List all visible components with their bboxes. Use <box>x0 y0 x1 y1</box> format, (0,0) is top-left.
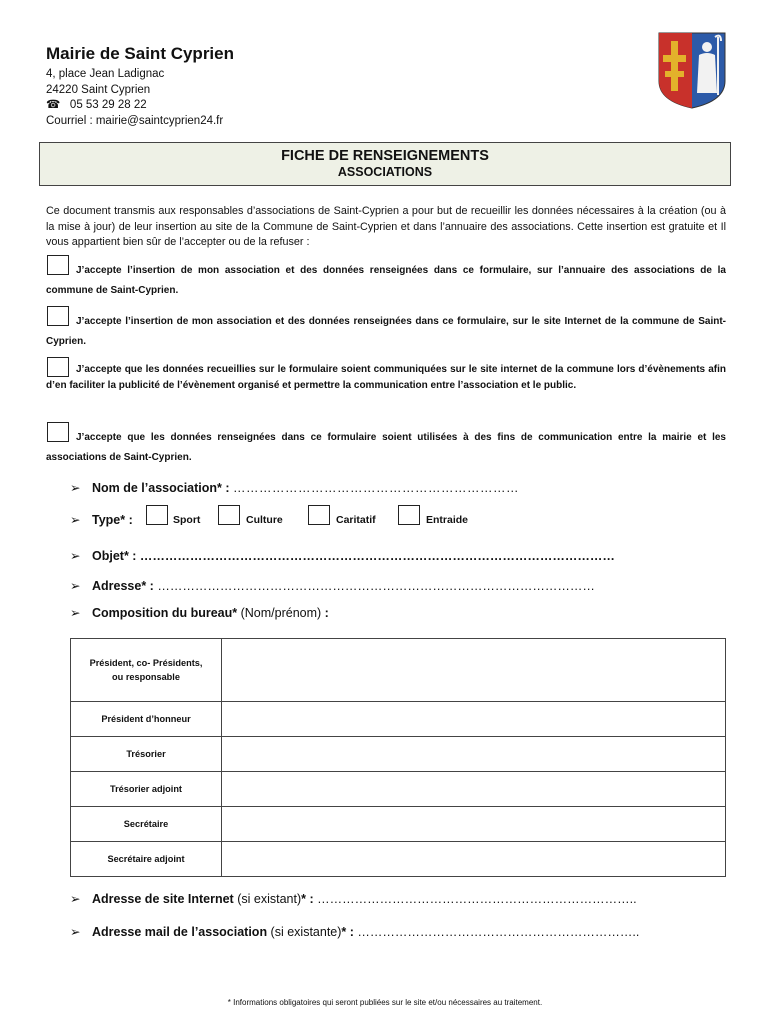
field-adresse[interactable] <box>70 578 595 593</box>
email-suffix: * : <box>341 925 358 939</box>
form-title-box <box>39 142 731 186</box>
org-name: Mairie de Saint Cyprien <box>46 44 234 63</box>
bureau-role-cell: Trésorier <box>71 737 222 772</box>
form-title: FICHE DE RENSEIGNEMENTS <box>281 148 489 164</box>
table-row <box>71 702 726 737</box>
bureau-label: Composition du bureau* <box>92 606 241 620</box>
bureau-value-cell[interactable] <box>222 807 726 842</box>
field-objet[interactable] <box>70 548 615 563</box>
website-suffix: * : <box>301 892 318 906</box>
table-row <box>71 737 726 772</box>
email-hint: (si existante) <box>270 925 342 939</box>
bureau-value-cell[interactable] <box>222 772 726 807</box>
footnote: * Informations obligatoires qui seront publiées sur le site et/ou nécessaires au traitement. <box>227 998 543 1007</box>
phone-number: 05 53 29 28 22 <box>69 99 147 111</box>
bureau-role-cell: Trésorier adjoint <box>71 772 222 807</box>
bureau-value-cell[interactable] <box>222 639 726 702</box>
address-line-1: 4, place Jean Ladignac <box>46 68 165 80</box>
bureau-colon: : <box>321 606 329 620</box>
bureau-value-cell[interactable] <box>222 842 726 877</box>
bureau-table <box>70 638 726 877</box>
bureau-role-cell: Secrétaire <box>71 807 222 842</box>
arrow-bullet-icon: ➢ <box>70 513 81 527</box>
website-input-line[interactable]: ………………………………………………………………….. <box>317 892 637 906</box>
address-line-2: 24220 Saint Cyprien <box>46 84 151 96</box>
coat-of-arms-logo <box>657 31 727 109</box>
type-checkbox-sport[interactable] <box>146 505 168 525</box>
arrow-bullet-icon: ➢ <box>70 579 81 593</box>
association-name-label: Nom de l’association* : <box>92 481 234 495</box>
objet-label: Objet* : <box>92 549 140 563</box>
type-checkbox-entraide[interactable] <box>398 505 420 525</box>
bureau-value-cell[interactable] <box>222 737 726 772</box>
website-label: Adresse de site Internet <box>92 892 238 906</box>
consent-text-1: J’accepte l’insertion de mon association et des données renseignées dans ce formulaire, sur l’annuaire des associations de la commune de Saint-Cyprien. <box>46 265 726 296</box>
type-option-entraide: Entraide <box>426 514 469 526</box>
field-type <box>70 512 133 527</box>
email-line: Courriel : mairie@saintcyprien24.fr <box>46 115 224 127</box>
adresse-input-line[interactable]: …………………………………………………………………………………………… <box>157 579 595 593</box>
website-hint: (si existant) <box>237 892 302 906</box>
consent-text-4: J’accepte que les données renseignées dans ce formulaire soient utilisées à des fins de communication entre la mairie et les associations de Saint-Cyprien. <box>46 432 726 463</box>
email-input-line[interactable]: ………………………………………………………….. <box>357 925 640 939</box>
field-association-name[interactable] <box>70 480 519 495</box>
email-label: Adresse mail de l’association <box>92 925 271 939</box>
bureau-role-cell: Président d’honneur <box>71 702 222 737</box>
adresse-label: Adresse* : <box>92 579 158 593</box>
phone-line <box>46 97 147 113</box>
objet-input-line[interactable]: …………………………………………………………………………………………………… <box>139 549 615 563</box>
table-row <box>71 772 726 807</box>
arrow-bullet-icon: ➢ <box>70 549 81 563</box>
phone-icon: ☎ <box>46 99 61 111</box>
type-label: Type* : <box>92 513 133 527</box>
table-row <box>71 807 726 842</box>
field-bureau <box>70 605 329 620</box>
type-option-sport: Sport <box>173 514 201 526</box>
type-option-caritatif: Caritatif <box>336 514 376 526</box>
arrow-bullet-icon: ➢ <box>70 606 81 620</box>
consent-text-3: J’accepte que les données recueillies sur le formulaire soient communiquées sur le site internet de la commune lors d’évènements afin d’en faciliter la publicité de l’évènement organisé et permettre la communication entre l’association et le public. <box>46 364 726 391</box>
type-checkbox-caritatif[interactable] <box>308 505 330 525</box>
arrow-bullet-icon: ➢ <box>70 481 81 495</box>
table-row <box>71 842 726 877</box>
form-subtitle: ASSOCIATIONS <box>337 165 433 179</box>
arrow-bullet-icon: ➢ <box>70 892 81 906</box>
consent-text-2: J’accepte l’insertion de mon association et des données renseignées dans ce formulaire, sur le site Internet de la commune de Saint-Cyprien. <box>46 316 726 347</box>
field-website[interactable] <box>70 891 637 906</box>
bureau-hint: (Nom/prénom) <box>240 606 322 620</box>
type-checkbox-culture[interactable] <box>218 505 240 525</box>
bureau-role-cell: Président, co- Présidents, ou responsable <box>71 639 222 702</box>
intro-paragraph: Ce document transmis aux responsables d’associations de Saint-Cyprien a pour but de recueillir les données nécessaires à la création (ou à la mise à jour) de leur insertion au site de la Commune de Saint-Cyprien et dans l’annuaire des associations. Cette insertion est gratuite et Il vous appartient bien sûr de l’accepter ou de la refuser : <box>46 205 726 248</box>
table-row <box>71 639 726 702</box>
type-option-culture: Culture <box>246 514 283 526</box>
field-email[interactable] <box>70 924 639 939</box>
bureau-value-cell[interactable] <box>222 702 726 737</box>
bureau-role-cell: Secrétaire adjoint <box>71 842 222 877</box>
association-name-input-line[interactable]: ………………………………………………………… <box>233 481 520 495</box>
arrow-bullet-icon: ➢ <box>70 925 81 939</box>
